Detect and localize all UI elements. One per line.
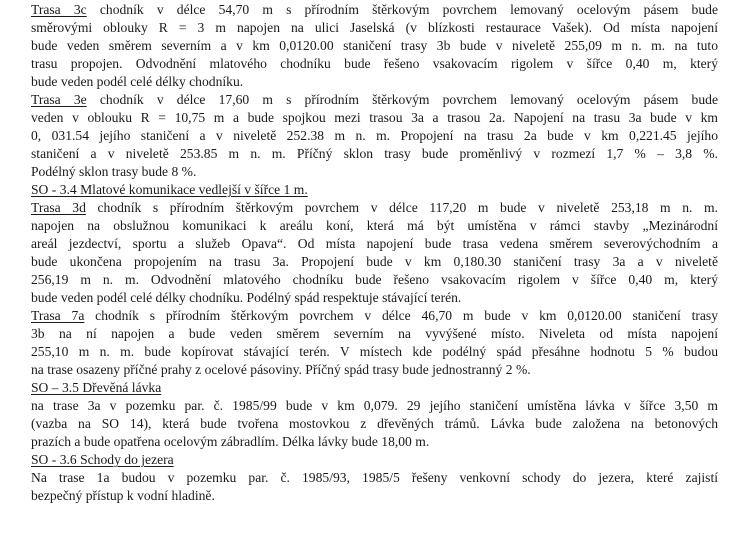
text-run: staničení a v niveletě 253.85 m n. m. Příčný sklon trasy bude proměnlivý v rozmezí 1,7 % – 3,8 %. bbox=[31, 146, 718, 161]
text-line bbox=[31, 325, 718, 343]
text-line bbox=[31, 181, 718, 199]
text-line bbox=[31, 271, 718, 289]
text-line bbox=[31, 37, 718, 55]
text-run: prazích a bude opatřena ocelovým zábradlím. Délka lávky bude 18,00 m. bbox=[31, 434, 430, 449]
text-run: směrovými oblouky R = 3 m napojen na ulici Jaselská (v blízkosti restaurace Vašek). Od místa napojení bbox=[31, 20, 718, 35]
underlined-heading: SO - 3.6 Schody do jezera bbox=[31, 452, 174, 467]
text-line bbox=[31, 163, 718, 181]
text-run: veden v oblouku R = 10,75 m a bude spojkou mezi trasou 3a a trasou 2a. Napojení na trasu 3a bude v km bbox=[31, 110, 718, 125]
document-page bbox=[31, 1, 718, 505]
text-run: trasu propojen. Odvodnění mlatového chodníku bude řešeno vsakovacím rigolem v šířce 0,40 m, který bbox=[31, 56, 718, 71]
text-run: (vazba na SO 14), která bude tvořena mostovkou z dřevěných trámů. Lávka bude založena na betonových bbox=[31, 416, 718, 431]
text-run: napojen na obslužnou komunikaci k areálu koní, která má být umístěna v rámci stavby „Mezinárodní bbox=[31, 218, 718, 233]
text-run: bude veden podél celé délky chodníku. Podélný spád respektuje stávající terén. bbox=[31, 290, 462, 305]
underlined-heading: SO - 3.4 Mlatové komunikace vedlejší v šířce 1 m. bbox=[31, 182, 308, 197]
text-line bbox=[31, 415, 718, 433]
text-run: chodník s přírodním štěrkovým povrchem v délce 117,20 m bude v niveletě 253,18 m n. m. bbox=[85, 200, 718, 215]
document-text bbox=[31, 1, 718, 505]
text-line bbox=[31, 289, 718, 307]
text-line bbox=[31, 379, 718, 397]
underlined-heading: Trasa 7a bbox=[31, 308, 85, 323]
text-run: 256,19 m n. m. Odvodnění mlatového chodníku bude řešeno vsakovacím rigolem v šířce 0,40 m, který bbox=[31, 272, 718, 287]
text-line bbox=[31, 253, 718, 271]
text-line bbox=[31, 433, 718, 451]
text-run: bude veden směrem severním a v km 0,0120.00 staničení trasy 3b bude v niveletě 255,09 m n. m. na tuto bbox=[31, 38, 718, 53]
text-run: areál jezdectví, sportu a služeb Opava“. Od místa napojení bude trasa vedena směrem severovýchodním a bbox=[31, 236, 718, 251]
text-run: chodník v délce 54,70 m s přírodním štěrkovým povrchem lemovaný ocelovým pásem bude bbox=[86, 2, 718, 17]
text-line bbox=[31, 469, 718, 487]
text-line bbox=[31, 397, 718, 415]
underlined-heading: Trasa 3e bbox=[31, 92, 87, 107]
text-line bbox=[31, 487, 718, 505]
text-line bbox=[31, 235, 718, 253]
text-run: bude ukončena propojením na trasu 3a. Propojení bude v km 0,180.30 staničení trasy 3a a v niveletě bbox=[31, 254, 718, 269]
text-line bbox=[31, 55, 718, 73]
underlined-heading: Trasa 3d bbox=[31, 200, 86, 215]
underlined-heading: Trasa 3c bbox=[31, 2, 87, 17]
text-line bbox=[31, 451, 718, 469]
text-line bbox=[31, 1, 718, 19]
text-line bbox=[31, 217, 718, 235]
text-run: na trase 3a v pozemku par. č. 1985/99 bude v km 0,079. 29 jejího staničení umístěna lávka v šířce 3,50 m bbox=[31, 398, 718, 413]
text-run: 3b na ní napojen a bude veden směrem severním na vyvýšené místo. Niveleta od místa napojení bbox=[31, 326, 718, 341]
text-line bbox=[31, 109, 718, 127]
text-run: chodník s přírodním štěrkovým povrchem v délce 46,70 m bude v km 0,0120.00 staničení trasy bbox=[84, 308, 718, 323]
text-line bbox=[31, 145, 718, 163]
text-line bbox=[31, 199, 718, 217]
text-line bbox=[31, 127, 718, 145]
text-run: 0, 031.54 jejího staničení a v niveletě 252.38 m n. m. Propojení na trasu 2a bude v km 0,221.45 jejího bbox=[31, 128, 718, 143]
text-run: Na trase 1a budou v pozemku par. č. 1985/93, 1985/5 řešeny venkovní schody do jezera, které zajistí bbox=[31, 470, 718, 485]
text-line bbox=[31, 91, 718, 109]
text-run: chodník v délce 17,60 m s přírodním štěrkovým povrchem lemovaný ocelovým pásem bude bbox=[86, 92, 718, 107]
text-line bbox=[31, 307, 718, 325]
text-line bbox=[31, 19, 718, 37]
text-run: na trase osazeny příčné prahy z ocelové pásoviny. Příčný spád trasy bude jednostranný 2 %. bbox=[31, 362, 531, 377]
text-run: bezpečný přístup k vodní hladině. bbox=[31, 488, 215, 503]
text-line bbox=[31, 343, 718, 361]
text-run: 255,10 m n. m. bude kopírovat stávající terén. V místech kde podélný spád přesáhne hodnotu 5 % budou bbox=[31, 344, 718, 359]
underlined-heading: SO – 3.5 Dřevěná lávka bbox=[31, 380, 162, 395]
text-line bbox=[31, 73, 718, 91]
text-line bbox=[31, 361, 718, 379]
text-run: Podélný sklon trasy bude 8 %. bbox=[31, 164, 197, 179]
text-run: bude veden podél celé délky chodníku. bbox=[31, 74, 244, 89]
